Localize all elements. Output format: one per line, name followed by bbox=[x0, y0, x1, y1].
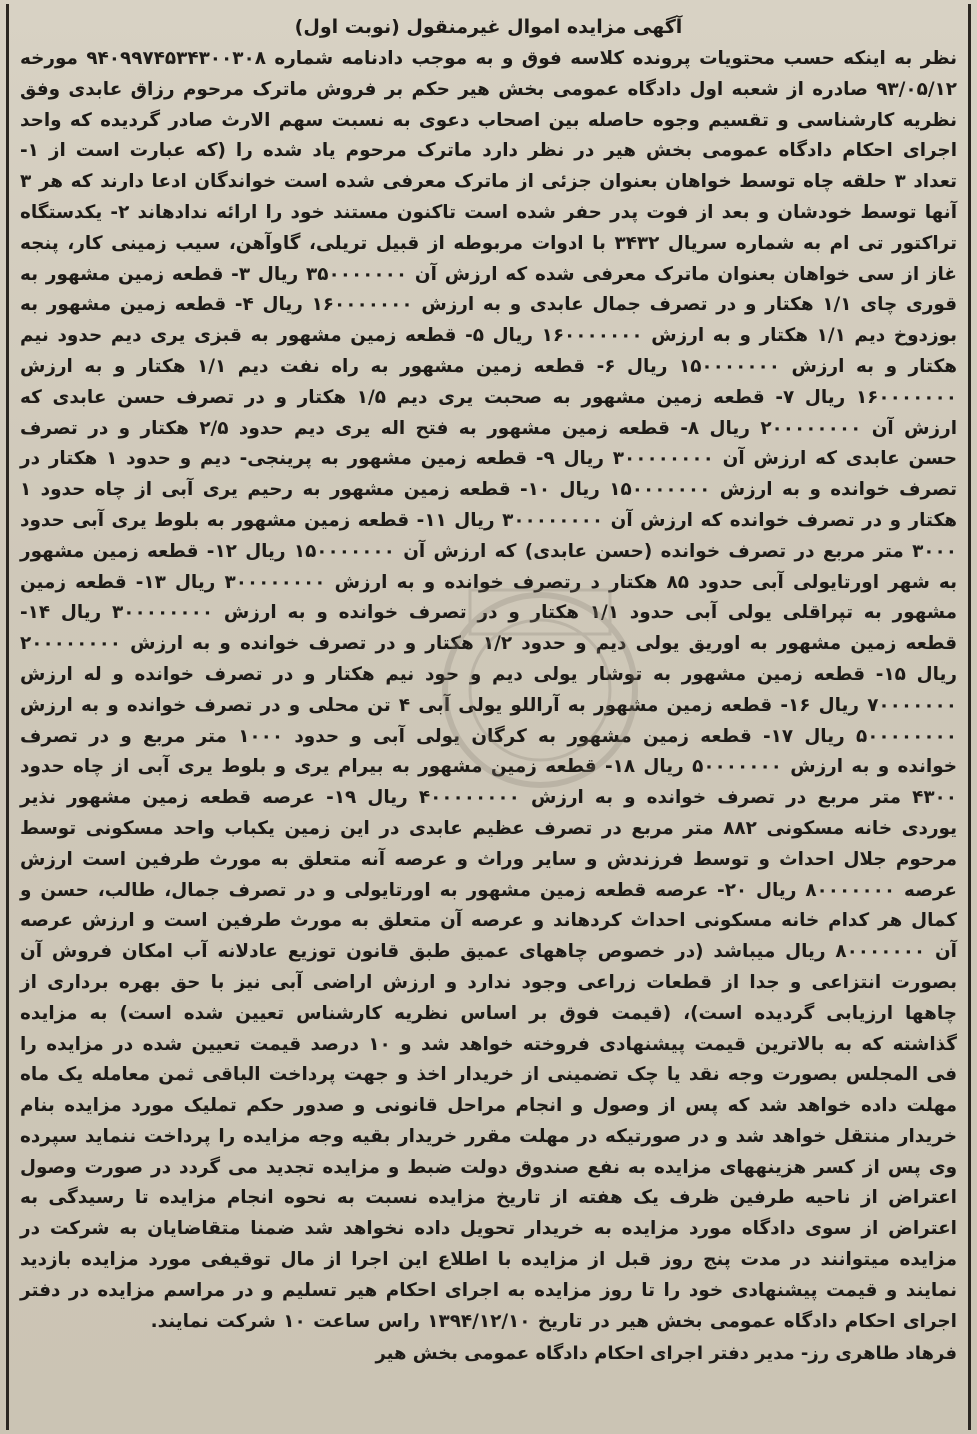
notice-title: آگهی مزایده اموال غیرمنقول (نوبت اول) bbox=[294, 16, 683, 38]
notice-body: نظر به اینکه حسب محتویات پرونده کلاسه فوق و به موجب دادنامه شماره ۹۴۰۹۹۷۴۵۳۴۳۰۰۳۰۸ مورخه ۹۳/۰۵/۱۲ صادره از شعبه اول دادگاه عمومی بخش هیر حکم بر فروش ماترک مرحوم رزاق عابدی وفق نظریه کارشناسی و تقسیم وجوه حاصله بین اصحاب دعوی به نسبت سهم الارث صادر گردیده که واحد اجرای احکام دادگاه عمومی بخش هیر در نظر دارد ماترک مرحوم یاد شده را (که عبارت است از ۱- تعداد ۳ حلقه چاه توسط خواهان بعنوان جزئی از ماترک معرفی شده است خواندگان ادعا دارند که هر ۳ آنها توسط خودشان و بعد از فوت پدر حفر شده است تاکنون مستند خود را ارائه ندادهاند ۲- یکدستگاه تراکتور تی ام به شماره سریال ۳۴۳۲ با ادوات مربوطه از قبیل تریلی، گاوآهن، سیب زمینی کار، پنجه غاز از سی خواهان بعنوان ماترک معرفی شده که ارزش آن ۳۵۰۰۰۰۰۰۰ ریال ۳- قطعه زمین مشهور به قوری چای ۱/۱ هکتار و در تصرف جمال عابدی و به ارزش ۱۶۰۰۰۰۰۰۰ ریال ۴- قطعه زمین مشهور به بوزدوخ دیم ۱/۱ هکتار و به ارزش ۱۶۰۰۰۰۰۰۰ ریال ۵- قطعه زمین مشهور به قبزی یری دیم حدود نیم هکتار و به ارزش ۱۵۰۰۰۰۰۰۰ ریال ۶- قطعه زمین مشهور به راه نفت دیم ۱/۱ هکتار و به ارزش ۱۶۰۰۰۰۰۰۰ ریال ۷- قطعه زمین مشهور به صحبت یری دیم ۱/۵ هکتار و در تصرف حسن عابدی که ارزش آن ۲۰۰۰۰۰۰۰۰ ریال ۸- قطعه زمین مشهور به فتح اله یری دیم حدود ۲/۵ هکتار و در تصرف حسن عابدی که ارزش آن ۳۰۰۰۰۰۰۰۰ ریال ۹- قطعه زمین مشهور به پرینجی- دیم و حدود ۱ هکتار در تصرف خوانده و به ارزش ۱۵۰۰۰۰۰۰۰ ریال ۱۰- قطعه زمین مشهور به رحیم یری آبی از چاه حدود ۱ هکتار و در تصرف خوانده که ارزش آن ۳۰۰۰۰۰۰۰۰ ریال ۱۱- قطعه زمین مشهور به بلوط یری آبی حدود ۳۰۰۰ متر مربع در تصرف خوانده (حسن عابدی) که ارزش آن ۱۵۰۰۰۰۰۰۰ ریال ۱۲- قطعه زمین مشهور به شهر اورتایولی آبی حدود ۸۵ هکتار د رتصرف خوانده و به ارزش ۳۰۰۰۰۰۰۰۰ ریال ۱۳- قطعه زمین مشهور به تپراقلی یولی آبی حدود ۱/۱ هکتار و در تصرف خوانده و به ارزش ۳۰۰۰۰۰۰۰۰ ریال ۱۴- قطعه زمین مشهور به اوریق یولی دیم و حدود ۱/۲ هکتار و در تصرف خوانده و به ارزش ۲۰۰۰۰۰۰۰۰ ریال ۱۵- قطعه زمین مشهور به توشار یولی دیم و حود نیم هکتار و در تصرف خوانده و له ارزش ۷۰۰۰۰۰۰۰ ریال ۱۶- قطعه زمین مشهور به آراللو یولی آبی ۴ تن محلی و در تصرف خوانده و به ارزش ۵۰۰۰۰۰۰۰۰ ریال ۱۷- قطعه زمین مشهور به کرگان یولی آبی و حدود ۱۰۰۰ متر مربع و در تصرف خوانده و به ارزش ۵۰۰۰۰۰۰۰ ریال ۱۸- قطعه زمین مشهور به بیرام یری و بلوط یری آبی از چاه حدود ۴۳۰۰ متر مربع در تصرف خوانده و به ارزش ۴۰۰۰۰۰۰۰۰ ریال ۱۹- عرصه قطعه زمین مشهور نذیر یوردی خانه مسکونی ۸۸۲ متر مربع در تصرف عظیم عابدی در این زمین یکباب واحد مسکونی توسط مرحوم جلال احداث و توسط فرزندش و سایر وراث و عرصه آنه متعلق به مورث طرفین است ارزش عرصه ۸۰۰۰۰۰۰۰ ریال ۲۰- عرصه قطعه زمین مشهور به اورتایولی و در تصرف جمال، طالب، حسن و کمال هر کدام خانه مسکونی احداث کردهاند و عرصه آن متعلق به مورث طرفین است و ارزش عرصه آن ۸۰۰۰۰۰۰۰ ریال میباشد (در خصوص چاههای عمیق طبق قانون توزیع عادلانه آب امکان فروش آن بصورت انتزاعی و جدا از قطعات زراعی وجود ندارد و ارزش اراضی آبی نیز با حق بهره برداری از چاهها ارزیابی گردیده است)، (قیمت فوق بر اساس نظریه کارشناس تعیین شده است) به مزایده گذاشته که به بالاترین قیمت پیشنهادی فروخته خواهد شد و ۱۰ درصد قیمت تعیین شده در مزایده را فی المجلس بصورت وجه نقد یا چک تضمینی از خریدار اخذ و جهت پرداخت الباقی ثمن معامله یک ماه مهلت داده خواهد شد که پس از وصول و انجام مراحل قانونی و صدور حکم تملیک مورد مزایده بنام خریدار منتقل خواهد شد و در صورتیکه در مهلت مقرر خریدار بقیه وجه مزایده را پرداخت ننماید سپرده وی پس از کسر هزینههای مزایده به نفع صندوق دولت ضبط و مزایده تجدید می گردد در صورت وصول اعتراض از ناحیه طرفین ظرف یک هفته از تاریخ مزایده نسبت به نحوه انجام مزایده تا رسیدگی به اعتراض از سوی دادگاه مورد مزایده به خریدار تحویل داده نخواهد شد ضمنا متقاضایان به شرکت در مزایده میتوانند در مدت پنج روز قبل از مزایده با اطلاع این اجرا از مال توقیفی مورد مزایده بازدید نمایند و قیمت پیشنهادی خود را تا روز مزایده به اجرای احکام هیر تسلیم و در مراسم مزایده در دفتر اجرای احکام دادگاه عمومی بخش هیر در تاریخ ۱۳۹۴/۱۲/۱۰ راس ساعت ۱۰ شرکت نمایند. bbox=[20, 48, 958, 1332]
notice-signature: فرهاد طاهری رز- مدیر دفتر اجرای احکام دادگاه عمومی بخش هیر bbox=[375, 1343, 957, 1365]
